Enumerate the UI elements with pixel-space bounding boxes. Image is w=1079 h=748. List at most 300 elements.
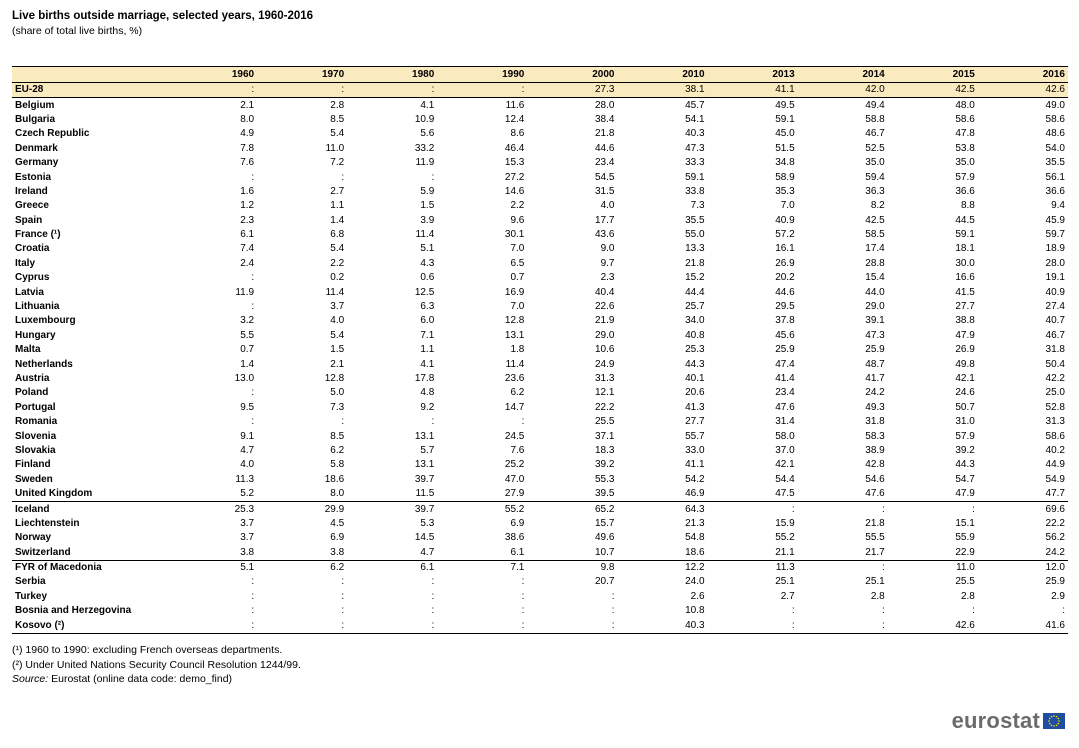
table-cell-value: 14.6	[504, 185, 525, 197]
table-cell-value: 44.6	[595, 142, 615, 154]
table-cell-value: 33.0	[685, 444, 705, 456]
table-cell-value: 56.2	[1045, 532, 1065, 544]
table-cell-value: 15.4	[865, 272, 885, 284]
footnote-2: (²) Under United Nations Security Council Resolution 1244/99.	[12, 658, 301, 671]
table-cell-value: 14.7	[504, 401, 525, 413]
table-cell-value: 50.4	[1045, 358, 1065, 370]
table-cell-value: 13.1	[414, 459, 435, 471]
table-cell-value: 15.7	[595, 517, 615, 529]
table-row	[12, 401, 1068, 415]
table-cell-value: 44.9	[1045, 459, 1065, 471]
table-row	[12, 185, 1068, 199]
table-cell-value: 21.8	[595, 128, 615, 140]
table-row	[12, 415, 1068, 429]
row-country-label: Slovakia	[15, 444, 56, 456]
table-cell-value: :	[257, 618, 347, 633]
table-cell-value: 13.3	[685, 243, 705, 255]
table-cell-value: 55.5	[865, 532, 885, 544]
table-cell-value: 47.9	[955, 329, 975, 341]
table-cell-value: 44.3	[685, 358, 705, 370]
table-cell-value: 47.3	[685, 142, 705, 154]
row-country-label: United Kingdom	[12, 487, 167, 502]
table-cell-value: 7.3	[690, 200, 705, 212]
table-cell-value: 2.2	[330, 257, 345, 269]
table-cell-value: 40.8	[685, 329, 705, 341]
table-cell-value: 38.1	[617, 83, 707, 98]
table-cell-value: 5.1	[240, 562, 255, 574]
table-cell-value: 23.4	[775, 387, 795, 399]
table-cell-value: 16.6	[955, 272, 975, 284]
table-cell-value: :	[881, 605, 885, 617]
table-cell-value: 36.6	[955, 185, 975, 197]
row-country-label: Switzerland	[12, 546, 167, 561]
table-cell-value: :	[881, 562, 885, 574]
table-cell-value: 6.9	[330, 532, 345, 544]
table-cell-value: 11.3	[235, 473, 255, 485]
row-country-label: Ireland	[15, 185, 48, 197]
table-cell-value: 29.0	[595, 329, 615, 341]
table-cell-value: 1.4	[330, 214, 345, 226]
table-cell-value: 7.2	[330, 157, 345, 169]
table-cell-value: 46.9	[617, 487, 707, 502]
table-cell-value: 42.2	[1045, 373, 1065, 384]
table-cell-value: 56.1	[1045, 171, 1065, 183]
data-table	[12, 66, 1068, 634]
table-cell-value: 1.5	[420, 200, 435, 212]
table-cell-value: 40.1	[685, 373, 705, 384]
table-cell-value: 41.3	[685, 401, 705, 413]
table-cell-value: 8.0	[240, 113, 255, 125]
table-cell-value: 55.3	[595, 473, 615, 485]
table-cell-value: 37.0	[775, 444, 795, 456]
table-cell-value: 49.6	[595, 532, 615, 544]
table-cell-value: :	[791, 503, 795, 515]
row-country-label: Austria	[15, 373, 50, 384]
table-cell-value: 57.9	[955, 171, 975, 183]
table-cell-value: 6.9	[510, 517, 525, 529]
table-cell-value: 10.7	[527, 546, 617, 561]
table-cell-value: 1.8	[510, 344, 525, 356]
table-cell-value: :	[251, 416, 255, 428]
table-cell-value: 9.6	[510, 214, 525, 226]
row-country-label: France (¹)	[15, 229, 61, 241]
table-cell-value: 9.1	[240, 430, 255, 442]
table-cell-value: 15.3	[504, 157, 525, 169]
table-cell-value: 27.7	[955, 301, 975, 313]
table-cell-value: 36.3	[865, 185, 885, 197]
table-cell-value: 27.7	[685, 416, 705, 428]
table-cell-value: :	[527, 618, 617, 633]
table-cell-value: 3.9	[420, 214, 435, 226]
table-cell-value: 9.8	[600, 562, 615, 574]
table-cell-value: 16.1	[775, 243, 795, 255]
table-cell-value: 6.0	[420, 315, 435, 327]
table-cell-value: 4.7	[240, 444, 255, 456]
table-cell-value: 1.5	[330, 344, 345, 356]
table-cell-value: 5.4	[330, 128, 345, 140]
table-cell-value: 12.5	[414, 286, 435, 298]
source-label: Source:	[12, 673, 49, 686]
table-cell-value: :	[251, 576, 255, 588]
table-cell-value: 17.8	[414, 373, 435, 384]
row-country-label: Liechtenstein	[15, 517, 80, 529]
row-country-label: Bosnia and Herzegovina	[15, 605, 132, 617]
table-cell-value: 48.6	[1045, 128, 1065, 140]
row-country-label: Italy	[15, 257, 36, 269]
table-cell-value: 40.2	[1045, 444, 1065, 456]
table-cell-value: 45.7	[685, 99, 705, 111]
table-cell-value: 41.5	[955, 286, 975, 298]
table-cell-value: 9.7	[600, 257, 615, 269]
table-cell-value: 31.3	[1045, 416, 1065, 428]
source-line	[12, 672, 301, 687]
flag-star	[1058, 723, 1060, 725]
table-cell-value: :	[611, 605, 615, 617]
table-cell-value: 47.9	[888, 487, 978, 502]
table-cell-value: 4.0	[600, 200, 615, 212]
table-row	[12, 386, 1068, 400]
flag-star	[1048, 720, 1050, 722]
table-cell-value: 10.9	[414, 113, 435, 125]
table-cell-value: 4.7	[347, 546, 437, 561]
table-cell-value: 11.5	[347, 487, 437, 502]
table-row	[12, 300, 1068, 314]
table-cell-value: 54.4	[775, 473, 795, 485]
table-row	[12, 372, 1068, 386]
table-cell-value: :	[521, 416, 525, 428]
table-row	[12, 546, 1068, 561]
table-cell-value: 24.0	[685, 576, 705, 588]
table-cell-value: 8.8	[960, 200, 975, 212]
table-cell-value: 33.2	[414, 142, 435, 154]
row-country-label: Finland	[15, 459, 51, 471]
table-cell-value: 2.8	[870, 590, 885, 602]
table-cell-value: 58.6	[1045, 430, 1065, 442]
table-row	[12, 214, 1068, 228]
table-body	[12, 83, 1068, 634]
table-cell-value: 54.8	[685, 532, 705, 544]
table-cell-value: 41.6	[978, 618, 1068, 633]
table-cell-value: 42.1	[775, 459, 795, 471]
table-cell-value: 46.7	[1045, 329, 1065, 341]
table-cell-value: 40.3	[685, 128, 705, 140]
table-cell-value: 58.8	[865, 113, 885, 125]
table-cell-value: 25.5	[595, 416, 615, 428]
row-country-label: Romania	[15, 416, 58, 428]
table-cell-value: 58.5	[865, 229, 885, 241]
table-cell-value: :	[521, 590, 525, 602]
table-cell-value: 4.8	[420, 387, 435, 399]
table-cell-value: 9.5	[240, 401, 255, 413]
table-cell-value: 5.7	[420, 444, 435, 456]
table-row	[12, 487, 1068, 502]
table-cell-value: 54.0	[1045, 142, 1065, 154]
header-year: 1990	[437, 67, 527, 83]
table-cell-value: 54.1	[685, 113, 705, 125]
table-cell-value: 2.3	[600, 272, 615, 284]
table-row	[12, 127, 1068, 141]
table-cell-value: 54.7	[955, 473, 975, 485]
table-cell-value: 7.0	[510, 301, 525, 313]
source-text: Eurostat (online data code: demo_find)	[48, 673, 233, 686]
table-cell-value: 5.9	[420, 185, 435, 197]
table-cell-value: 23.6	[504, 373, 525, 384]
table-row	[12, 590, 1068, 604]
table-row	[12, 575, 1068, 589]
table-cell-value: :	[437, 618, 527, 633]
table-cell-value: 3.7	[240, 517, 255, 529]
table-cell-value: 43.6	[595, 229, 615, 241]
table-cell-value: 42.1	[955, 373, 975, 384]
table-cell-value: 40.9	[775, 214, 795, 226]
table-cell-value: 7.0	[780, 200, 795, 212]
table-cell-value: 25.9	[775, 344, 795, 356]
row-country-label: Latvia	[15, 286, 44, 298]
table-cell-value: 57.9	[955, 430, 975, 442]
table-cell-value: 58.3	[865, 430, 885, 442]
table-cell-value: 5.1	[420, 243, 435, 255]
table-cell-value: 11.4	[415, 229, 435, 241]
flag-star	[1051, 725, 1053, 727]
table-cell-value: 33.3	[685, 157, 705, 169]
logo-text: eurostat	[951, 708, 1040, 733]
table-cell-value: 7.1	[510, 562, 525, 574]
table-cell-value: 7.6	[510, 444, 525, 456]
table-cell-value: 42.5	[888, 83, 978, 98]
table-cell-value: 5.4	[330, 329, 345, 341]
row-country-label: Serbia	[15, 576, 46, 588]
row-country-label: Cyprus	[15, 272, 50, 284]
table-cell-value: 58.0	[775, 430, 795, 442]
header-year: 2000	[527, 67, 617, 83]
table-cell-value: 10.6	[595, 344, 615, 356]
table-cell-value: :	[431, 605, 435, 617]
table-cell-value: 42.6	[978, 83, 1068, 98]
table-cell-value: 3.8	[257, 546, 347, 561]
table-cell-value: 11.0	[956, 562, 975, 574]
table-cell-value: 1.1	[420, 344, 435, 356]
table-cell-value: 5.4	[330, 243, 345, 255]
table-cell-value: 11.3	[775, 562, 795, 574]
table-cell-value: 27.4	[1045, 301, 1065, 313]
table-cell-value: 2.8	[960, 590, 975, 602]
table-cell-value: 21.1	[708, 546, 798, 561]
data-table-container	[12, 66, 1068, 634]
table-cell-value: 7.8	[240, 142, 255, 154]
table-cell-value: 12.2	[685, 562, 705, 574]
table-cell-value: :	[251, 605, 255, 617]
header-year: 1960	[167, 67, 257, 83]
table-cell-value: 0.7	[510, 272, 525, 284]
row-country-label: Malta	[15, 344, 41, 356]
table-cell-value: :	[347, 83, 437, 98]
table-cell-value: 29.0	[865, 301, 885, 313]
table-cell-value: 27.2	[504, 171, 525, 183]
flag-star	[1053, 725, 1055, 727]
table-cell-value: 15.9	[775, 517, 795, 529]
table-cell-value: 29.9	[324, 503, 345, 515]
table-cell-value: 59.1	[955, 229, 975, 241]
table-row	[12, 604, 1068, 618]
row-country-label: Belgium	[15, 99, 55, 111]
table-cell-value: 21.8	[865, 517, 885, 529]
table-cell-value: :	[521, 576, 525, 588]
table-cell-value: 35.5	[1045, 157, 1065, 169]
table-cell-value: 49.8	[955, 358, 975, 370]
table-cell-value: 49.4	[865, 99, 885, 111]
table-cell-value: 47.4	[775, 358, 795, 370]
table-cell-value: :	[972, 503, 975, 515]
table-cell-value: 6.3	[420, 301, 435, 313]
table-row	[12, 314, 1068, 328]
table-cell-value: 5.0	[330, 387, 345, 399]
table-cell-value: 38.4	[595, 113, 615, 125]
table-cell-value: 26.9	[955, 344, 975, 356]
table-cell-value: 21.8	[685, 257, 705, 269]
table-cell-value: 42.8	[865, 459, 885, 471]
table-cell-value: 0.2	[330, 272, 345, 284]
table-cell-value: 21.7	[798, 546, 888, 561]
table-cell-value: 0.6	[420, 272, 435, 284]
table-cell-value: 4.1	[420, 99, 435, 111]
flag-star	[1058, 718, 1060, 720]
table-row	[12, 170, 1068, 184]
table-cell-value: 44.5	[955, 214, 975, 226]
table-row	[12, 502, 1068, 517]
eurostat-logo	[952, 708, 1065, 734]
eu-flag-icon	[1043, 713, 1065, 729]
table-row	[12, 329, 1068, 343]
table-cell-value: 28.0	[1045, 257, 1065, 269]
table-cell-value: 8.5	[330, 430, 345, 442]
table-cell-value: 42.6	[888, 618, 978, 633]
table-cell-value: :	[347, 618, 437, 633]
table-cell-value: 13.1	[504, 329, 525, 341]
table-cell-value: 9.4	[1051, 200, 1065, 212]
table-cell-value: :	[431, 590, 435, 602]
table-cell-value: :	[972, 605, 975, 617]
table-row	[12, 242, 1068, 256]
table-cell-value: 12.1	[595, 387, 615, 399]
table-cell-value: 39.7	[414, 473, 435, 485]
header-country	[12, 67, 167, 83]
row-country-label: Iceland	[15, 503, 50, 515]
table-cell-value: 25.3	[685, 344, 705, 356]
table-cell-value: 25.9	[1045, 576, 1065, 588]
table-cell-value: 11.0	[325, 142, 345, 154]
table-header-row	[12, 67, 1068, 83]
table-cell-value: 29.5	[775, 301, 795, 313]
table-cell-value: 47.0	[504, 473, 525, 485]
table-cell-value: 47.8	[955, 128, 975, 140]
table-cell-value: 39.5	[527, 487, 617, 502]
row-country-label: Denmark	[15, 142, 58, 154]
table-cell-value: :	[167, 618, 257, 633]
table-row	[12, 343, 1068, 357]
table-cell-value: 41.7	[865, 373, 885, 384]
row-country-label: Luxembourg	[15, 315, 76, 327]
table-cell-value: 15.2	[685, 272, 705, 284]
table-cell-value: 58.6	[955, 113, 975, 125]
table-cell-value: 22.2	[1045, 517, 1065, 529]
table-cell-value: 51.5	[775, 142, 795, 154]
table-cell-value: 2.9	[1051, 590, 1065, 602]
table-cell-value: 31.5	[595, 185, 615, 197]
flag-star	[1051, 716, 1053, 718]
table-cell-value: 27.3	[527, 83, 617, 98]
table-cell-value: 50.7	[955, 401, 975, 413]
table-cell-value: 25.7	[685, 301, 705, 313]
header-year: 2014	[798, 67, 888, 83]
row-country-label: Slovenia	[15, 430, 57, 442]
table-cell-value: 3.8	[167, 546, 257, 561]
table-cell-value: 12.8	[324, 373, 345, 384]
table-cell-value: 20.6	[685, 387, 705, 399]
flag-star	[1053, 715, 1055, 717]
footnote-1: (¹) 1960 to 1990: excluding French overseas departments.	[12, 644, 283, 656]
table-cell-value: 0.7	[240, 344, 255, 356]
row-country-label: Spain	[15, 214, 43, 226]
table-cell-value: 40.7	[1045, 315, 1065, 327]
table-cell-value: 2.6	[690, 590, 705, 602]
flag-star	[1056, 725, 1058, 727]
table-cell-value: 40.3	[617, 618, 707, 633]
table-cell-value: 59.7	[1045, 229, 1065, 241]
table-cell-value: 2.8	[330, 99, 345, 111]
table-cell-value: 28.8	[865, 257, 885, 269]
table-cell-value: 24.9	[595, 358, 615, 370]
table-cell-value: 25.1	[775, 576, 795, 588]
table-cell-value: 58.6	[1045, 113, 1065, 125]
table-cell-value: 36.6	[1045, 185, 1065, 197]
table-cell-value: 53.8	[955, 142, 975, 154]
table-cell-value: 54.9	[1045, 473, 1065, 485]
flag-star	[1058, 720, 1060, 722]
table-cell-value: :	[251, 387, 255, 399]
table-cell-value: 17.7	[595, 214, 615, 226]
table-cell-value: 59.1	[775, 113, 795, 125]
table-cell-value: 55.2	[504, 503, 525, 515]
table-cell-value: 65.2	[595, 503, 615, 515]
table-cell-value: 39.1	[865, 315, 885, 327]
table-cell-value: :	[437, 83, 527, 98]
table-cell-value: 1.6	[240, 185, 255, 197]
table-cell-value: 55.2	[775, 532, 795, 544]
table-row	[12, 98, 1068, 113]
table-cell-value: 14.5	[414, 532, 435, 544]
table-cell-value: 24.2	[978, 546, 1068, 561]
row-country-label: Germany	[15, 157, 59, 169]
table-cell-value: 1.2	[240, 200, 255, 212]
table-cell-value: 44.0	[865, 286, 885, 298]
table-cell-value: 25.3	[234, 503, 255, 515]
table-cell-value: 8.2	[870, 200, 885, 212]
table-cell-value: 19.1	[1045, 272, 1065, 284]
table-cell-value: :	[251, 272, 255, 284]
table-cell-value: :	[431, 416, 435, 428]
table-cell-value: 31.3	[595, 373, 615, 384]
table-cell-value: 7.0	[510, 243, 525, 255]
table-cell-value: 25.1	[865, 576, 885, 588]
row-country-label: Croatia	[15, 243, 50, 255]
table-cell-value: 39.2	[595, 459, 615, 471]
table-cell-value: 4.9	[240, 128, 255, 140]
table-cell-value: 17.4	[865, 243, 885, 255]
table-cell-value: 37.8	[775, 315, 795, 327]
table-cell-value: 11.9	[235, 286, 255, 298]
row-country-label: Netherlands	[15, 358, 73, 370]
table-cell-value: 54.5	[595, 171, 615, 183]
